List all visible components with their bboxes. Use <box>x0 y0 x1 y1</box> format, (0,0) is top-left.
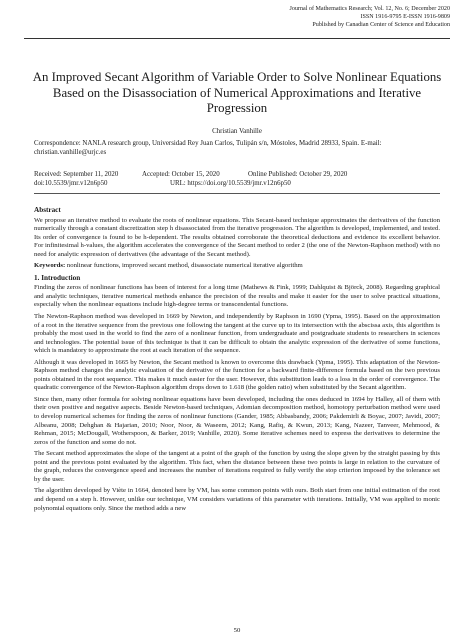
paragraph: The Newton-Raphson method was developed in 1669 by Newton, and independently by Raphson in 1690 (Ypma, 1995). Based on the approximation of a root in the iterative sequence from the previous one following the tangent at the curve up to its intersection with the abscissa axis, this algorithm is probably the most used in the world to find the zero of a nonlinear function, from undergraduate and postgraduate students to researchers in sciences and technologies. The potential issue of this technique is that it can be difficult to obtain the analytic expression of the derivative of some functions, which is mandatory to approximate the root at each iteration of the sequence. <box>34 313 440 355</box>
journal-publisher: Published by Canadian Center of Science and Education <box>312 22 450 28</box>
keywords <box>34 262 440 271</box>
received-date: Received: September 11, 2020 <box>34 171 119 178</box>
doi-url[interactable]: URL: https://doi.org/10.5539/jmr.v12n6p50 <box>170 180 291 187</box>
publication-dates <box>34 170 440 188</box>
abstract-heading: Abstract <box>34 206 61 214</box>
paper-title: An Improved Secant Algorithm of Variable Order to Solve Nonlinear Equations Based on the Disassociation of Numerical Approximations and Iterative Progression <box>32 70 442 115</box>
page-number: 50 <box>233 627 241 634</box>
keywords-label: Keywords: <box>34 262 66 270</box>
accepted-date: Accepted: October 15, 2020 <box>142 171 220 178</box>
abstract-text: We propose an iterative method to evaluate the roots of nonlinear equations. This Secant-based technique approximates the derivatives of the function numerically through a constant discretization step h disassociated from the iterative progression. The algorithm is developed, implemented, and tested. Its order of convergence is found to be h-dependent. The results obtained corroborate the theoretical deductions and evidence its excellent behavior. For infinitesimal h-values, the algorithm accelerates the convergence of the Secant method to order 2 (the one of the Newton-Raphson method) with no need for analytic expression of derivatives (the advantage of the Secant method). <box>34 216 440 258</box>
paragraph: Since then, many other formula for solving nonlinear equations have been developed, including the ones deduced in 1694 by Halley, all of them with their own positive and negative aspects. Beside Newton-based techniques, Adomian decomposition method, homotopy perturbation method were used to develop numerical schemes for finding the zeros of nonlinear functions (Gander, 1985; Abbasbandy, 2006; Pakdemirli & Boyac, 2007; Javidi, 2007; Albeanu, 2008; Dehghan & Hajarian, 2010; Noor, Noor, & Waseem, 2012; Kang, Rafiq, & Kwun, 2013; Kang, Nazeer, Tanveer, Mehmood, & Rehman, 2015; McDougall, Wotherspoon, & Barker, 2019; Vanhille, 2020). Some iterative schemes need to express the derivatives to determine the zeros of the function and some do not. <box>34 395 440 446</box>
doi-text: doi:10.5539/jmr.v12n6p50 <box>34 180 108 187</box>
author-name: Christian Vanhille <box>212 128 262 135</box>
section-heading: 1. Introduction <box>34 273 81 282</box>
header-divider <box>24 38 450 39</box>
journal-issn: ISSN 1916-9795 E-ISSN 1916-9809 <box>360 14 450 20</box>
paragraph: Although it was developed in 1665 by Newton, the Secant method is known to overcome this drawback (Ypma, 1995). This adaptation of the Newton-Raphson method changes the analytic evaluation of the derivative of the function for a backward finite-difference formula based on the two previous points obtained in the root sequence. This makes it much easier for the user. However, this substitution leads to a loss in the order of convergence. The quadratic convergence of the Newton-Raphson algorithm drops down to 1.618 (the golden ratio) when substituted by the Secant algorithm. <box>34 358 440 392</box>
paragraph: The Secant method approximates the slope of the tangent at a point of the graph of the function by using the slope given by the straight passing by this point and the previous point evaluated by the algorithm. This fact, when the distance between these two points is large in relation to the curvature of the graph, reduces the convergence speed and increases the number of iterations required to fully verify the stop criterion imposed by the tolerance set by the user. <box>34 450 440 483</box>
paragraph: Finding the zeros of nonlinear functions has been of interest for a long time (Mathews & Fink, 1999; Dahlquist & Björck, 2008). Regarding graphical and analytic techniques, iterative numerical methods enhance the precision of the results and make it easier for the user to solve practical situations, especially when the nonlinear equations include high-degree terms or transcendental functions. <box>34 284 440 309</box>
journal-header <box>289 5 450 29</box>
correspondence: Correspondence: NANLA research group, Universidad Rey Juan Carlos, Tulipán s/n, Móstoles, Madrid 28933, Spain. E-mail: christian.vanhille@urjc.es <box>34 140 382 156</box>
dates-divider <box>34 193 440 194</box>
online-date: Online Published: October 29, 2020 <box>248 171 348 178</box>
paragraph: The algorithm developed by Viète in 1664, denoted here by VM, has some common points with ours. Both start from one initial estimation of the root and depend on a step h. However, unlike our technique, VM considers variations of this parameter with iterations. Initially, VM was applied to monic polynomial equations only. Since the method adds a new <box>34 487 440 512</box>
paper-body <box>34 206 440 516</box>
journal-citation: Journal of Mathematics Research; Vol. 12, No. 6; December 2020 <box>289 6 450 12</box>
keywords-text: nonlinear functions, improved secant method, disassociate numerical iterative algorithm <box>65 262 303 270</box>
